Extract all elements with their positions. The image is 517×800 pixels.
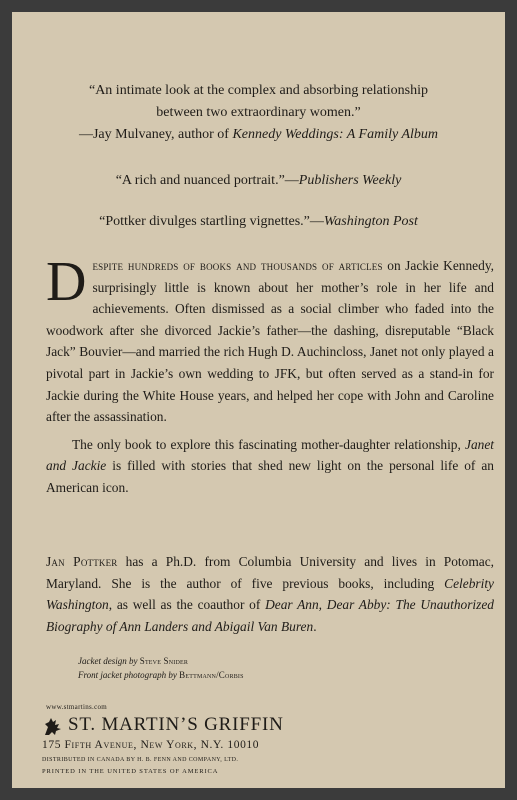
- bio-text-2: , as well as the coauthor of: [108, 597, 266, 613]
- bio-text-1: has a Ph.D. from Columbia University and lives in Potomac, Maryland. She is the author of five previous books, including: [46, 554, 495, 591]
- quote-line-2: between two extraordinary women.”: [156, 105, 361, 120]
- jacket-designer: Steve Snider: [139, 656, 189, 666]
- paragraph-2-text-end: is filled with stories that shed new light on the personal life of an American icon.: [46, 458, 495, 495]
- quote-source: Publishers Weekly: [298, 173, 402, 188]
- quote-publishers-weekly: [12, 170, 505, 192]
- bio-title-2: Dear Ann, Dear Abby: The Unauthorized Biography of Ann Landers and Abigail Van Buren: [46, 597, 495, 634]
- bio-text-3: .: [313, 618, 317, 634]
- bio-title-1: Celebrity Washington: [46, 575, 494, 613]
- jacket-design-label: Jacket design by: [78, 656, 140, 666]
- book-description: [46, 251, 495, 499]
- quote-source: Washington Post: [323, 214, 418, 229]
- paragraph-1-text: on Jackie Kennedy, surprisingly little is known about her mother’s role in her life and achievements. Often dismissed as a social climber who faded into the woodwork after she divorced Jackie’s father—the dashing, disreputable “Black Jack” Bouvier—and married the rich Hugh D. Auchincloss, Janet not only played a pivotal part in Jackie’s own wedding to JFK, but often served as a stand-in for Jackie during the White House years, and helped her cope with John and Caroline after the assassination.: [46, 258, 494, 425]
- back-cover: [12, 12, 505, 788]
- photographer: Bettmann/Corbis: [179, 670, 244, 680]
- publisher-address: 175 Fifth Avenue, New York, N.Y. 10010: [42, 739, 260, 751]
- jacket-design-credit: [78, 655, 188, 667]
- lead-in: espite hundreds of books and thousands of articles: [92, 258, 383, 273]
- publisher-name: ST. MARTIN’S GRIFFIN: [68, 714, 284, 735]
- printed-notice: PRINTED IN THE UNITED STATES OF AMERICA: [42, 768, 219, 775]
- quote-attribution: [12, 124, 505, 146]
- quote-text: “Pottker divulges startling vignettes.”—: [99, 214, 324, 229]
- book-title: Janet and Jackie: [46, 436, 494, 474]
- griffin-icon: [42, 716, 64, 738]
- author-bio: [46, 551, 494, 637]
- quote-line-1: “An intimate look at the complex and absorbing relationship: [88, 83, 429, 98]
- attribution-prefix: —Jay Mulvaney, author of: [78, 127, 233, 142]
- description-paragraph-2: [46, 434, 494, 499]
- publisher-url: www.stmartins.com: [46, 703, 108, 711]
- attribution-work: Kennedy Weddings: A Family Album: [232, 127, 439, 142]
- quote-mulvaney: [12, 80, 505, 146]
- photo-label: Front jacket photograph by: [78, 670, 180, 680]
- author-bio-paragraph: [46, 551, 494, 637]
- quote-text: “A rich and nuanced portrait.”—: [115, 173, 299, 188]
- paragraph-2-text: The only book to explore this fascinating mother-daughter relationship,: [72, 436, 465, 452]
- drop-cap: D: [46, 251, 87, 313]
- author-name: Jan Pottker: [46, 554, 118, 569]
- distribution-notice: DISTRIBUTED IN CANADA BY H. B. FENN AND COMPANY, LTD.: [42, 757, 239, 763]
- description-paragraph-1: [46, 251, 494, 428]
- quote-washington-post: [12, 211, 505, 233]
- photo-credit: [78, 669, 244, 681]
